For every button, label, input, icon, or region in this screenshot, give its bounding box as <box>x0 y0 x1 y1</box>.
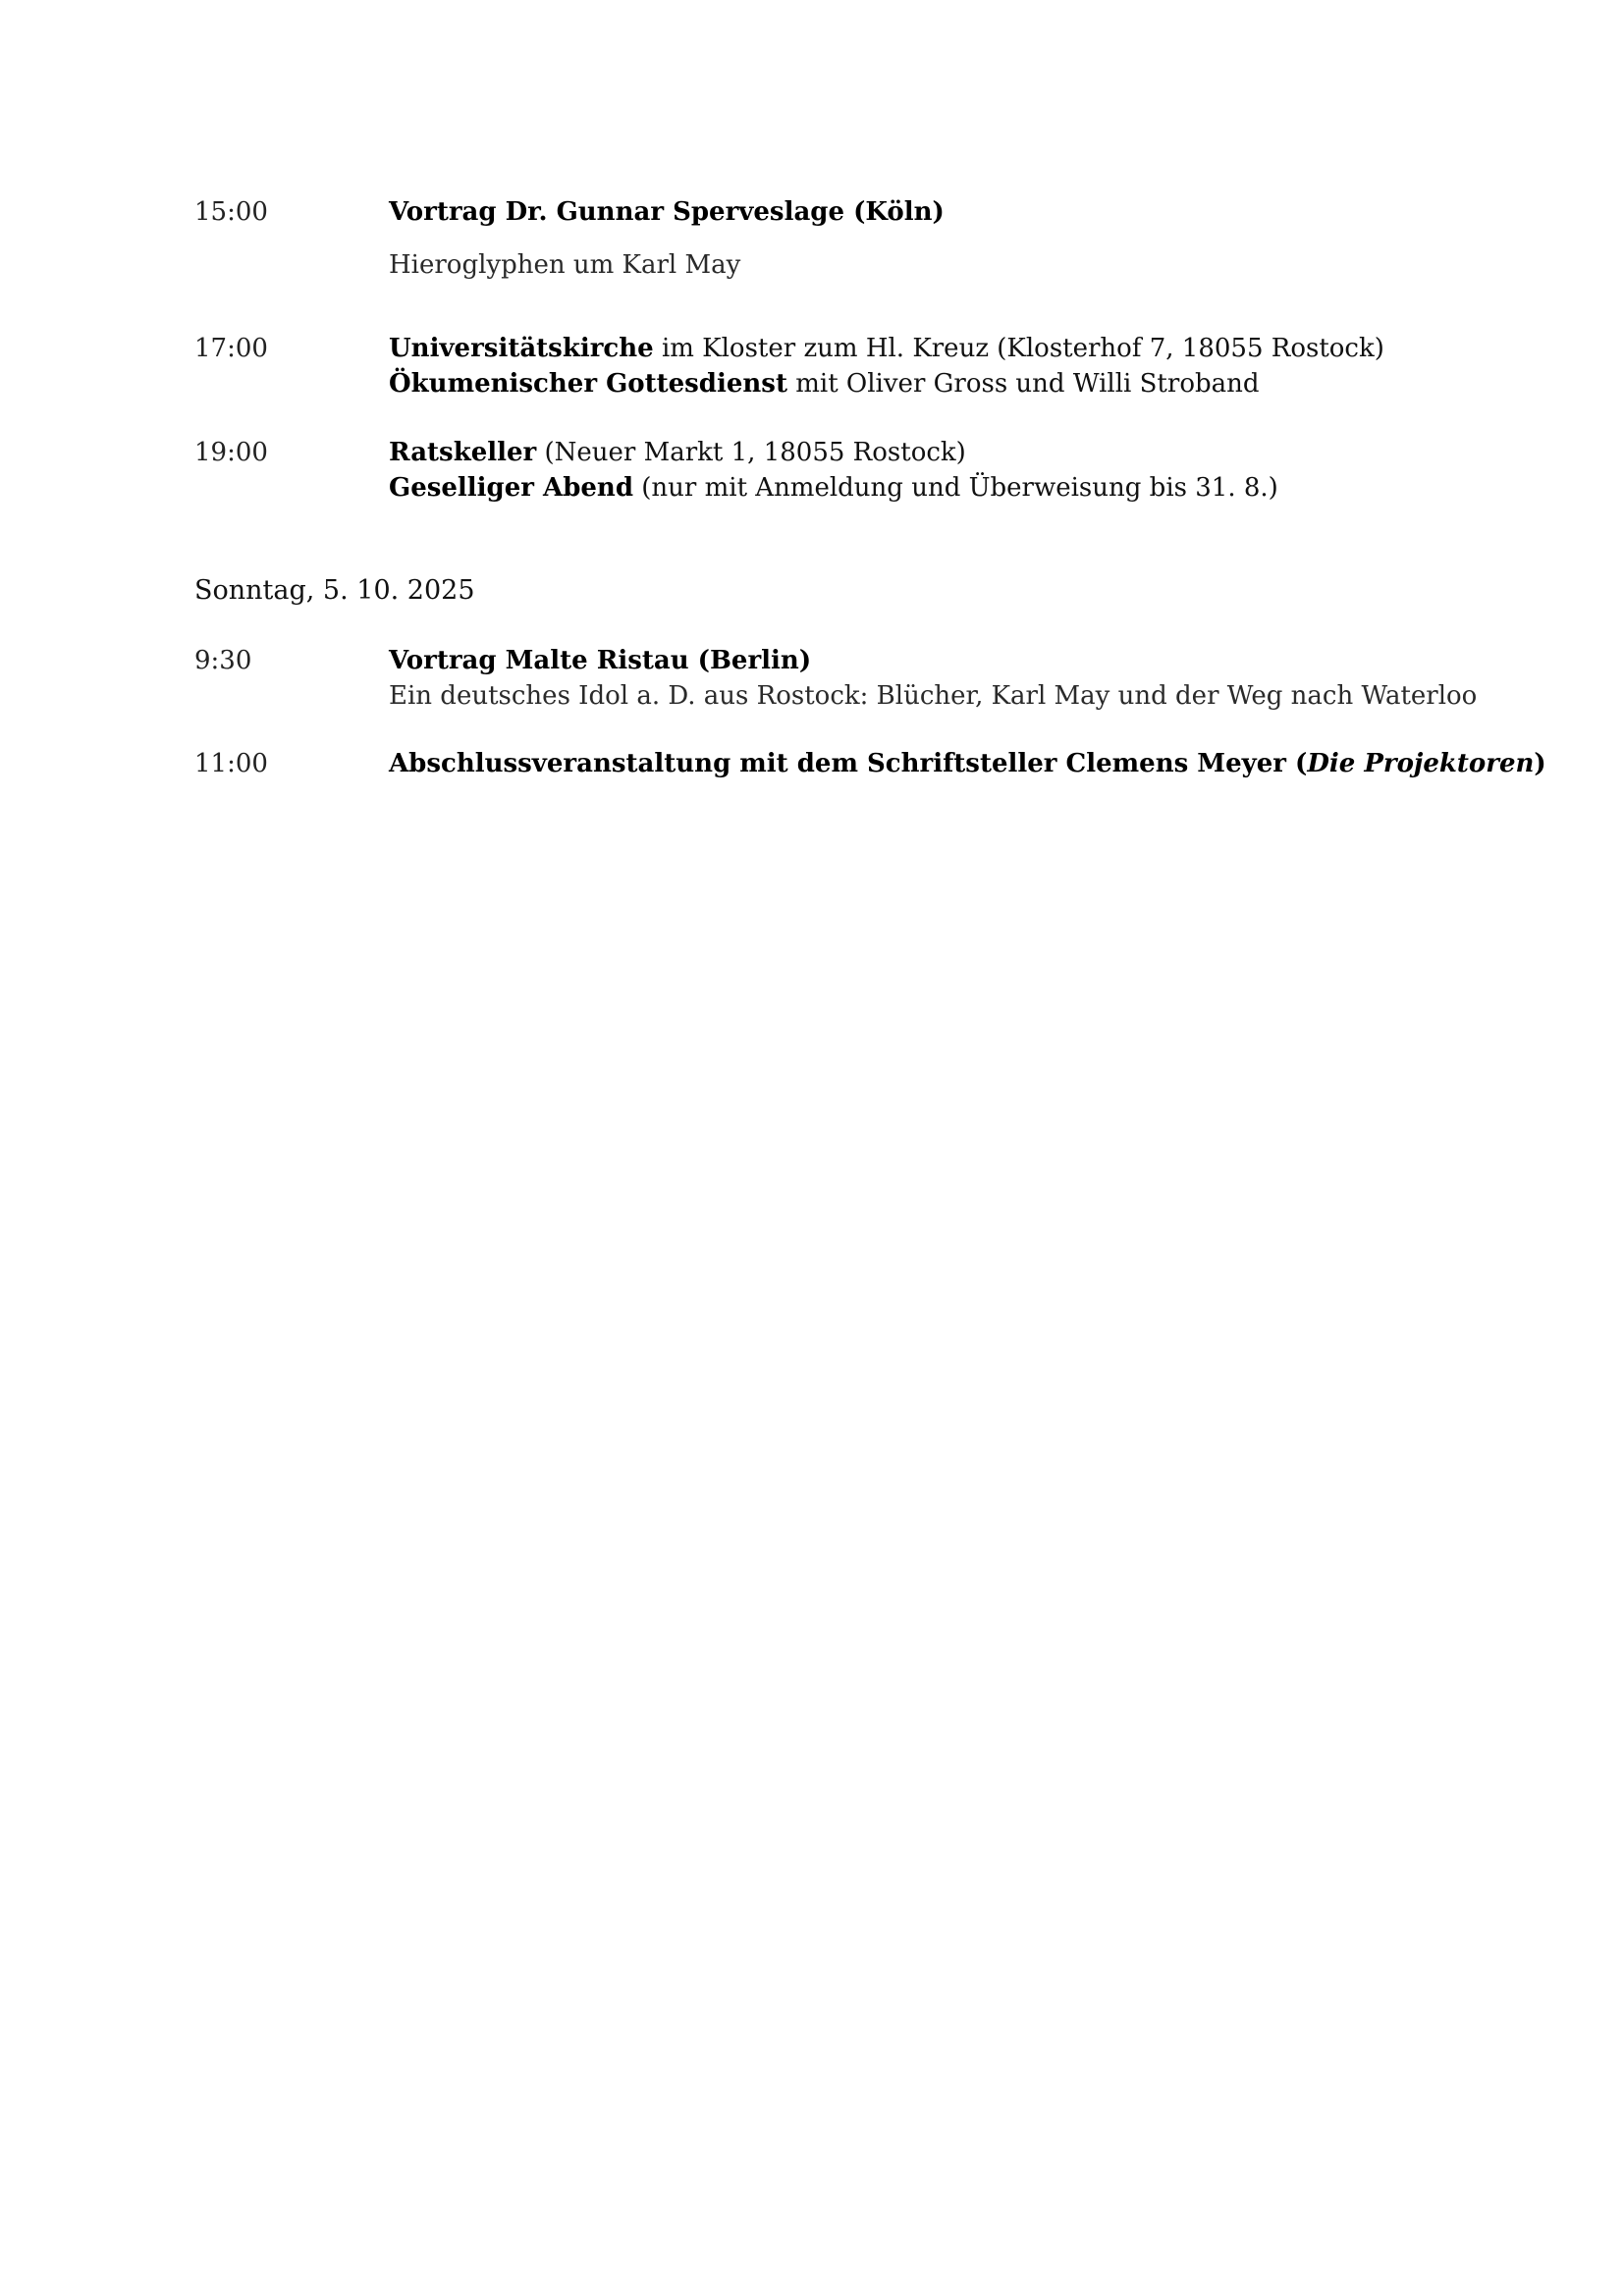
entry-event-line <box>389 470 1469 506</box>
entry-place-details: (Neuer Markt 1, 18055 Rostock) <box>536 438 966 467</box>
entry-time: 17:00 <box>194 334 268 363</box>
entry-place-details: im Kloster zum Hl. Kreuz (Klosterhof 7, 18055 Rostock) <box>653 334 1384 363</box>
entry-title-line <box>389 746 1546 781</box>
entry-content <box>389 643 1478 714</box>
entry-place-name: Universitätskirche <box>389 334 654 363</box>
entry-place-name: Ratskeller <box>389 438 537 467</box>
entry-title: Vortrag Malte Ristau (Berlin) <box>389 646 812 675</box>
entry-subtitle: Hieroglyphen um Karl May <box>389 250 741 280</box>
entry-time: 9:30 <box>194 646 252 675</box>
entry-event-details: mit Oliver Gross und Willi Stroband <box>786 369 1260 399</box>
entry-place-line <box>389 331 1469 366</box>
entry-content <box>389 331 1469 401</box>
entry-subtitle: Ein deutsches Idol a. D. aus Rostock: Blücher, Karl May und der Weg nach Waterloo <box>389 681 1478 711</box>
entry-content <box>389 746 1546 781</box>
entry-event-line <box>389 366 1469 401</box>
book-title: Die Projektoren <box>1307 749 1535 778</box>
entry-title-suffix: ) <box>1534 749 1546 778</box>
day-heading: Sonntag, 5. 10. 2025 <box>194 575 475 606</box>
entry-event-name: Geselliger Abend <box>389 473 634 503</box>
entry-content <box>389 194 1469 283</box>
entry-content <box>389 435 1469 506</box>
entry-time: 19:00 <box>194 438 268 467</box>
entry-title: Vortrag Dr. Gunnar Sperveslage (Köln) <box>389 197 945 227</box>
entry-title-prefix: Abschlussveranstaltung mit dem Schriftsteller Clemens Meyer ( <box>389 749 1308 778</box>
entry-place-line <box>389 435 1469 470</box>
entry-event-details: (nur mit Anmeldung und Überweisung bis 31. 8.) <box>633 473 1278 503</box>
entry-time: 15:00 <box>194 197 268 227</box>
entry-event-name: Ökumenischer Gottesdienst <box>389 369 787 399</box>
entry-time: 11:00 <box>194 749 268 778</box>
